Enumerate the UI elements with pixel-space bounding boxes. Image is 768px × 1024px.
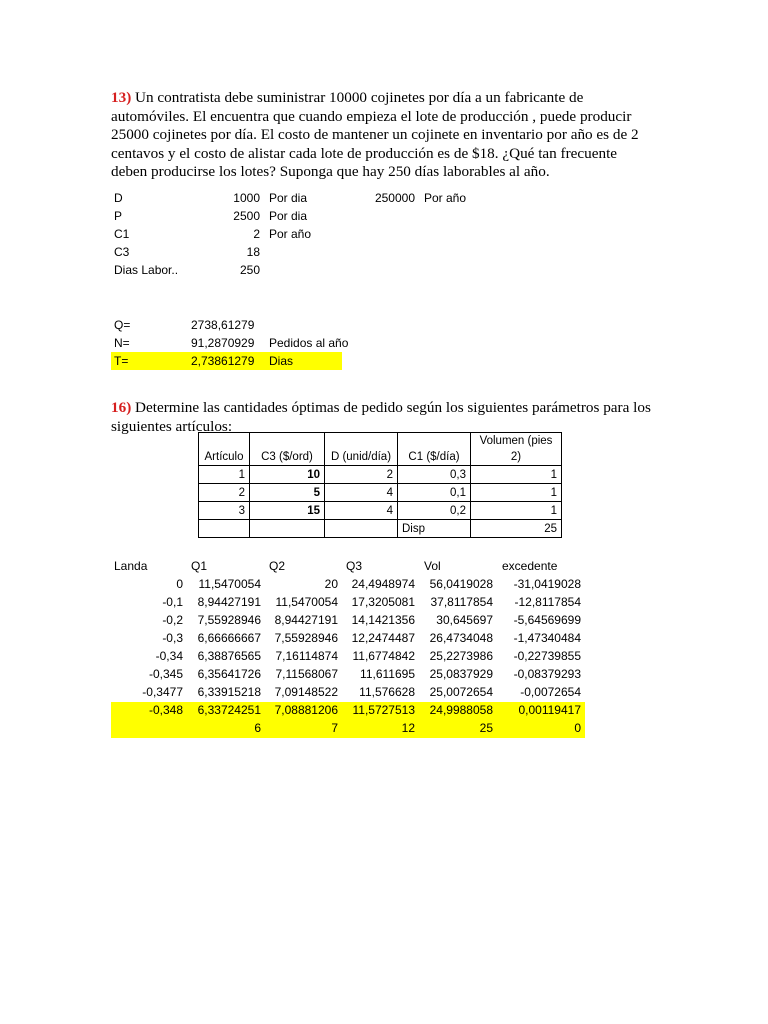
- table-cell: 4: [325, 484, 398, 502]
- header-cell: C1 ($/día): [398, 433, 471, 466]
- lambda-cell: 11,5727513: [352, 703, 415, 717]
- header-cell: D (unid/día): [325, 433, 398, 466]
- lambda-header: Vol: [424, 559, 441, 573]
- header-cell: Artículo: [199, 433, 250, 466]
- lambda-cell: 6,35641726: [197, 667, 261, 681]
- table-cell: [199, 520, 250, 538]
- lambda-cell: -31,0419028: [513, 577, 581, 591]
- lambda-cell: 26,4734048: [429, 631, 493, 645]
- lambda-cell: 20: [324, 577, 338, 591]
- param-value: 18: [246, 245, 260, 259]
- header-cell: C3 ($/ord): [250, 433, 325, 466]
- table-row: [199, 502, 562, 520]
- lambda-cell: 11,5470054: [198, 577, 261, 591]
- disp-label: Disp: [398, 520, 471, 538]
- lambda-cell: 7,09148522: [274, 685, 338, 699]
- disp-value: 25: [471, 520, 562, 538]
- problem-13-statement: [111, 89, 656, 182]
- param-value: 2: [253, 227, 260, 241]
- table-cell: 15: [250, 502, 325, 520]
- result-value: 2,73861279: [191, 354, 255, 368]
- param-value: 250: [239, 263, 260, 277]
- param-extra-unit: Por año: [424, 191, 467, 205]
- param-unit: Por año: [269, 227, 312, 241]
- table-cell: 2: [325, 466, 398, 484]
- lambda-cell: 6,66666667: [197, 631, 261, 645]
- lambda-cell: -5,64569699: [513, 613, 581, 627]
- lambda-cell: 6,38876565: [197, 649, 261, 663]
- lambda-cell: 11,5470054: [275, 595, 338, 609]
- lambda-cell: -0,3477: [142, 685, 183, 699]
- param-label: Dias Labor..: [114, 263, 179, 277]
- table-cell: 0,3: [398, 466, 471, 484]
- table-cell: 0,2: [398, 502, 471, 520]
- lambda-cell: 6: [254, 721, 261, 735]
- lambda-cell: 25,2273986: [429, 649, 493, 663]
- result-label: N=: [114, 336, 130, 350]
- result-unit: Dias: [269, 354, 294, 368]
- lambda-cell: 11,611695: [360, 667, 415, 681]
- lambda-cell: 7,11568067: [275, 667, 338, 681]
- lambda-cell: 0: [574, 721, 581, 735]
- table-cell: 10: [250, 466, 325, 484]
- lambda-cell: -0,0072654: [520, 685, 581, 699]
- lambda-cell: 14,1421356: [351, 613, 415, 627]
- lambda-cell: 7,08881206: [274, 703, 338, 717]
- problem-16-number: 16): [111, 399, 132, 416]
- lambda-cell: 6,33915218: [197, 685, 261, 699]
- table-cell: 2: [199, 484, 250, 502]
- lambda-cell: 12,2474487: [351, 631, 415, 645]
- table-cell: 5: [250, 484, 325, 502]
- lambda-cell: 7,55928946: [197, 613, 261, 627]
- lambda-cell: -12,8117854: [514, 595, 581, 609]
- lambda-cell: 25,0072654: [429, 685, 493, 699]
- table-cell: 4: [325, 502, 398, 520]
- param-extra-value: 250000: [374, 191, 415, 205]
- lambda-cell: 25,0837929: [429, 667, 493, 681]
- lambda-cell: -0,345: [148, 667, 183, 681]
- result-label: Q=: [114, 318, 131, 332]
- lambda-cell: 37,8117854: [430, 595, 493, 609]
- lambda-cell: 24,9988058: [429, 703, 493, 717]
- lambda-cell: -0,3: [162, 631, 183, 645]
- table-cell: [325, 520, 398, 538]
- table-row: [199, 484, 562, 502]
- lambda-cell: 30,645697: [436, 613, 493, 627]
- param-value: 2500: [233, 209, 260, 223]
- result-label: T=: [114, 354, 129, 368]
- lambda-cell: 11,576628: [359, 685, 415, 699]
- lambda-header: Q3: [346, 559, 363, 573]
- lambda-cell: 17,3205081: [351, 595, 415, 609]
- table-cell: 1: [471, 502, 562, 520]
- lambda-cell: 0: [176, 577, 183, 591]
- articles-table: [198, 432, 562, 538]
- result-value: 2738,61279: [191, 318, 255, 332]
- param-unit: Por dia: [269, 191, 308, 205]
- lambda-header: Landa: [114, 559, 148, 573]
- lambda-cell: 6,33724251: [197, 703, 261, 717]
- table-cell: 1: [471, 484, 562, 502]
- lambda-cell: 12: [401, 721, 415, 735]
- lambda-cell: 0,00119417: [518, 703, 581, 717]
- lambda-cell: -0,2: [162, 613, 183, 627]
- table-cell: 1: [471, 466, 562, 484]
- lambda-header: Q2: [269, 559, 286, 573]
- lambda-cell: -0,348: [148, 703, 183, 717]
- table-cell: 1: [199, 466, 250, 484]
- problem-16-statement: [111, 399, 656, 436]
- header-cell: Volumen (pies 2): [471, 433, 562, 466]
- lambda-cell: 7: [331, 721, 338, 735]
- lambda-cell: 24,4948974: [351, 577, 415, 591]
- param-unit: Por dia: [269, 209, 308, 223]
- lambda-cell: -0,08379293: [513, 667, 581, 681]
- param-label: C3: [114, 245, 130, 259]
- lambda-cell: 7,55928946: [274, 631, 338, 645]
- lambda-cell: [107, 719, 183, 737]
- lambda-cell: -0,22739855: [513, 649, 581, 663]
- table-row: [199, 466, 562, 484]
- param-label: C1: [114, 227, 130, 241]
- table-cell: [250, 520, 325, 538]
- problem-13-number: 13): [111, 89, 132, 106]
- lambda-cell: 56,0419028: [429, 577, 493, 591]
- param-label: D: [114, 191, 123, 205]
- lambda-cell: 8,94427191: [274, 613, 338, 627]
- articles-header-row: [199, 433, 562, 466]
- lambda-cell: 8,94427191: [197, 595, 261, 609]
- table-cell: 0,1: [398, 484, 471, 502]
- lambda-cell: 11,6774842: [352, 649, 415, 663]
- problem-13-text: Un contratista debe suministrar 10000 cojinetes por día a un fabricante de automóviles. El encuentra que cuando empieza el lote de producción , puede producir 25000 cojinetes por día. El costo de mantener un cojinete en inventario por año es de 2 centavos y el costo de alistar cada lote de producción es de $18. ¿Qué tan frecuente deben producirse los lotes? Suponga que hay 250 días laborables al año.: [111, 89, 639, 180]
- problem-16-text: Determine las cantidades óptimas de pedido según los siguientes parámetros para los siguientes artículos:: [111, 399, 651, 435]
- lambda-header: excedente: [502, 559, 558, 573]
- result-value: 91,2870929: [191, 336, 255, 350]
- lambda-cell: -0,34: [155, 649, 183, 663]
- lambda-cell: 7,16114874: [275, 649, 338, 663]
- result-unit: Pedidos al año: [269, 336, 349, 350]
- lambda-header: Q1: [191, 559, 208, 573]
- table-cell: 3: [199, 502, 250, 520]
- param-value: 1000: [233, 191, 260, 205]
- lambda-cell: -0,1: [162, 595, 183, 609]
- lambda-cell: -1,47340484: [513, 631, 581, 645]
- table-row: [199, 520, 562, 538]
- param-label: P: [114, 209, 123, 223]
- lambda-cell: 25: [479, 721, 493, 735]
